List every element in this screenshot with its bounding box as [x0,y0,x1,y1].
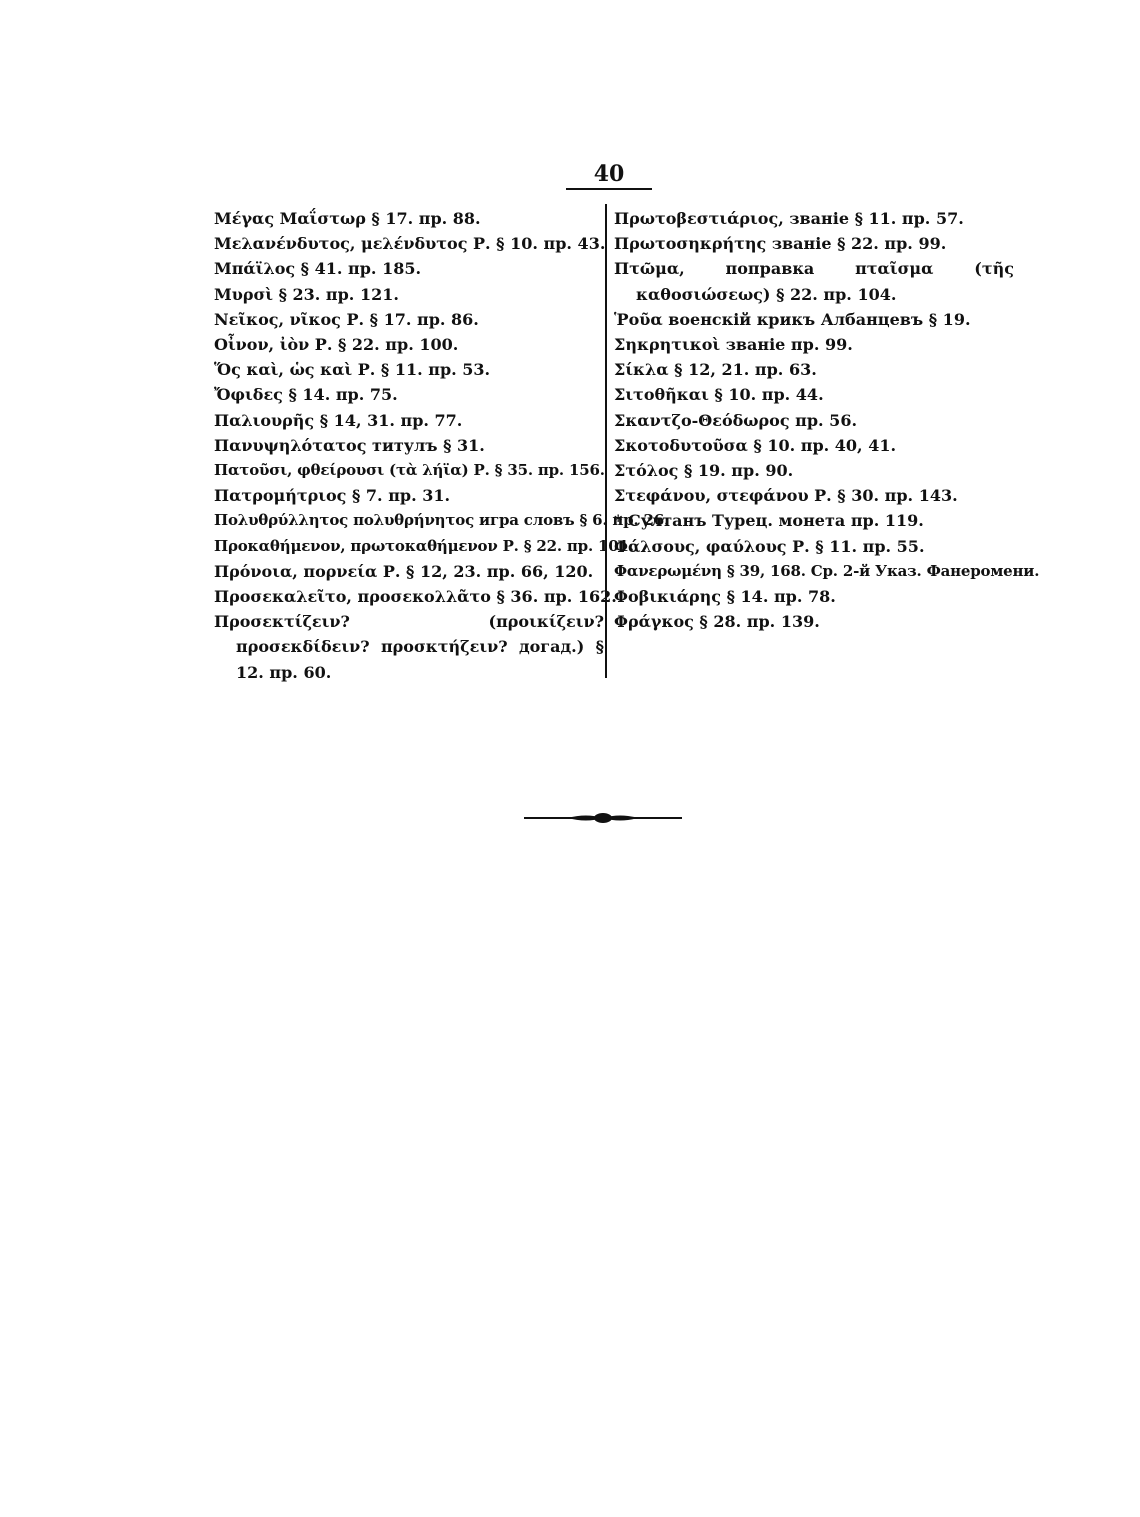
index-entry: Σιτοθῆκαι § 10. пр. 44. [614,385,824,405]
index-entry: Πρωτοσηκρήτης званіе § 22. пр. 99. [614,234,947,254]
index-entry: Νεῖκος, νῖκος Р. § 17. пр. 86. [214,309,479,329]
index-entry: Σκαντζο-Θεόδωρος пр. 56. [614,410,858,430]
index-entry: Πολυθρύλλητος πολυθρήνητος игра словъ § 6. пр. 26. [214,511,670,530]
index-entry: Μελανένδυτος, μελένδυτος Р. § 10. пр. 43. [214,234,606,254]
index-entry: Μέγας Μαΐστωρ § 17. пр. 88. [214,209,481,228]
index-entry: Ὄφιδες § 14. пр. 75. [214,385,398,405]
column-divider [605,204,607,678]
index-entry: Πρωτοβεστιάριος, званіе § 11. пр. 57. [614,209,964,228]
page-number-rule [566,188,652,190]
index-entry: Προσεκαλεῖτο, προσεκολλᾶτο § 36. пр. 162. [214,587,617,607]
index-entry: Ὅς καὶ, ὡς καὶ Р. § 11. пр. 53. [214,360,491,380]
right-index-column [614,206,1040,634]
index-entry: Προσεκτίζειν? (προικίζειν? προσεκδίδειν? προσκτήζειν? догад.) § 12. пр. 60. [214,612,604,682]
index-entry: Στεφάνου, στεφάνου Р. § 30. пр. 143. [614,486,958,506]
index-entry: Παλιουρῆς § 14, 31. пр. 77. [214,410,463,430]
index-entry: Πατρομήτριος § 7. пр. 31. [214,486,451,506]
index-entry: Πανυψηλότατος титулъ § 31. [214,435,485,455]
end-ornament-icon [522,810,684,826]
index-entry: Φανερωμένη § 39, 168. Ср. 2-й Указ. Фанеромени. [614,561,1040,580]
index-entry: Οἶνον, ἰὸν Р. § 22. пр. 100. [214,335,459,355]
index-entry: Πατοῦσι, φθείρουσι (τὰ λήϊα) Р. § 35. пр. 156. [214,461,605,480]
index-entry: Φράγκος § 28. пр. 139. [614,612,820,632]
index-entry: Μυρσὶ § 23. пр. 121. [214,284,399,304]
left-index-column [214,206,670,685]
index-entry: Μπάϊλος § 41. пр. 185. [214,259,422,279]
index-entry: Σηκρητικοὶ званіе пр. 99. [614,335,853,355]
index-entry: Προκαθήμενον, πρωτοκαθήμενον Р. § 22. пр. 101. [214,536,634,555]
index-entry: Σίκλα § 12, 21. пр. 63. [614,360,817,380]
index-entry: Σκοτοδυτοῦσα § 10. пр. 40, 41. [614,435,897,455]
index-entry: Πρόνοια, πορνεία Р. § 12, 23. пр. 66, 120. [214,561,594,581]
page-number: 40 [593,161,625,187]
index-entry: Στόλος § 19. пр. 90. [614,461,794,481]
index-entry: Φάλσους, φαύλους Р. § 11. пр. 55. [614,536,925,556]
index-entry: Πτῶμα, поправка πταῖσμα (τῆς καθοσιώσεως) § 22. пр. 104. [614,259,1014,304]
index-entry: * Султанъ Турец. монета пр. 119. [614,511,924,531]
index-entry: Φοβικιάρης § 14. пр. 78. [614,587,836,607]
index-entry: Ῥοῦα военскій крикъ Албанцевъ § 19. [614,309,971,329]
